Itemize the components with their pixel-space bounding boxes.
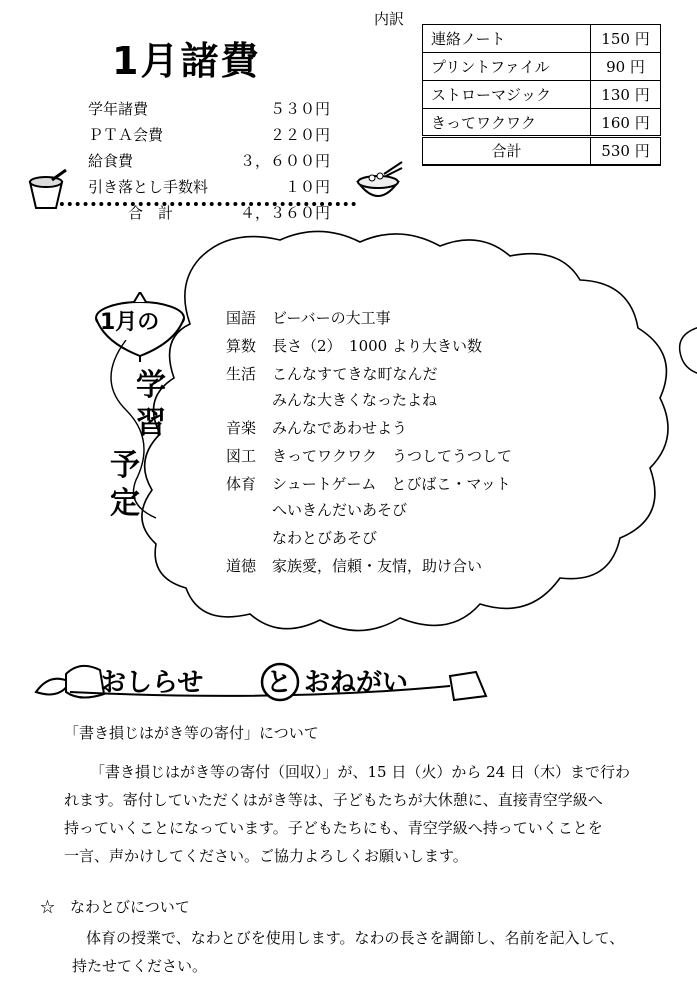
fee-total-amount: ４，３６０円 bbox=[239, 204, 330, 222]
table-row bbox=[423, 25, 661, 53]
subject-row bbox=[226, 553, 512, 579]
study-title-char: 学 bbox=[136, 368, 166, 403]
cloud-edge-arc bbox=[676, 320, 697, 380]
subject-content: ビーバーの大工事 bbox=[272, 309, 391, 327]
fee-row bbox=[88, 174, 330, 200]
subject-content: 長さ（2） 1000 より大きい数 bbox=[272, 337, 482, 355]
subject-row bbox=[226, 333, 512, 359]
notice1-line: 持っていくことになっています。子どもたちにも、青空学級へ持っていくことを bbox=[64, 819, 603, 837]
fee-label: ＰＴＡ会費 bbox=[88, 126, 164, 144]
table-row-total bbox=[423, 137, 661, 165]
subject-name: 道徳 bbox=[226, 557, 257, 575]
subject-row bbox=[226, 305, 512, 331]
notice2-body bbox=[72, 924, 672, 980]
subject-content: こんなすてきな町なんだ bbox=[272, 365, 438, 383]
fee-row bbox=[88, 96, 330, 122]
notice1-heading: 「書き損じはがき等の寄付」について bbox=[64, 724, 319, 742]
subject-row bbox=[226, 415, 512, 441]
subject-content: 家族愛，信頼・友情，助け合い bbox=[272, 557, 483, 575]
subject-name: 図工 bbox=[226, 447, 257, 465]
fee-label: 給食費 bbox=[88, 152, 134, 170]
fee-amount: １０円 bbox=[284, 178, 330, 196]
subject-name: 国語 bbox=[226, 309, 257, 327]
breakdown-item-name: 連絡ノート bbox=[423, 25, 591, 53]
fee-amount: ２２０円 bbox=[269, 126, 330, 144]
subject-name: 音楽 bbox=[226, 419, 257, 437]
lunch-bowl-icon bbox=[352, 160, 404, 208]
notice1-line: 一言、声かけしてください。ご協力よろしくお願いします。 bbox=[64, 847, 468, 865]
subject-list bbox=[226, 305, 512, 579]
subject-content: みんなであわせよう bbox=[272, 419, 408, 437]
dotted-divider bbox=[52, 202, 356, 206]
notice2-line: 持たせてください。 bbox=[72, 957, 208, 975]
page-title: 1月諸費 bbox=[112, 39, 261, 83]
banner-right-text: おねがい bbox=[304, 668, 409, 698]
breakdown-item-name: ストローマジック bbox=[423, 81, 591, 109]
study-badge-text: 1月の bbox=[100, 310, 160, 335]
notice2-line: 体育の授業で、なわとびを使用します。なわの長さを調節し、名前を記入して、 bbox=[86, 929, 625, 947]
fee-label: 学年諸費 bbox=[88, 100, 149, 118]
fee-amount: ３，６００円 bbox=[239, 152, 330, 170]
swirl-decoration bbox=[96, 340, 186, 520]
subject-name: 体育 bbox=[226, 475, 257, 493]
breakdown-label: 内訳 bbox=[374, 10, 405, 28]
breakdown-total-amount: 530 円 bbox=[591, 137, 661, 165]
breakdown-item-amount: 150 円 bbox=[591, 25, 661, 53]
subject-content: シュートゲーム とびばこ・マット bbox=[272, 475, 511, 493]
subject-content: みんな大きくなったよね bbox=[272, 391, 438, 409]
notice1-line: れます。寄付していただくはがき等は、子どもたちが大休憩に、直接青空学級へ bbox=[64, 791, 603, 809]
fee-amount: ５３０円 bbox=[269, 100, 330, 118]
subject-content: へいきんだいあそび bbox=[272, 501, 408, 519]
table-row bbox=[423, 81, 661, 109]
subject-row bbox=[226, 471, 512, 497]
study-title-char: 定 bbox=[110, 486, 140, 521]
study-title-char: 習 bbox=[136, 406, 166, 441]
breakdown-item-amount: 160 円 bbox=[591, 109, 661, 137]
subject-name: 算数 bbox=[226, 337, 257, 355]
notice2-heading: ☆ なわとびについて bbox=[40, 898, 190, 916]
fee-total-label: 合 計 bbox=[128, 204, 174, 222]
fee-row bbox=[88, 148, 330, 174]
fee-label: 引き落とし手数料 bbox=[88, 178, 209, 196]
table-row bbox=[423, 109, 661, 137]
banner-middle-text: と bbox=[266, 668, 293, 698]
subject-row bbox=[226, 361, 512, 387]
study-title-char: 予 bbox=[110, 448, 140, 483]
breakdown-total-label: 合計 bbox=[423, 137, 591, 165]
fee-row bbox=[88, 122, 330, 148]
subject-content: なわとびあそび bbox=[272, 529, 378, 547]
banner-left-text: おしらせ bbox=[100, 668, 204, 698]
lunch-cup-icon bbox=[22, 168, 72, 212]
breakdown-item-name: きってワクワク bbox=[423, 109, 591, 137]
breakdown-item-amount: 130 円 bbox=[591, 81, 661, 109]
subject-row bbox=[226, 443, 512, 469]
breakdown-table bbox=[422, 24, 661, 166]
breakdown-item-name: プリントファイル bbox=[423, 53, 591, 81]
subject-content: きってワクワク うつしてうつして bbox=[272, 447, 513, 465]
table-row bbox=[423, 53, 661, 81]
notice1-line: 「書き損じはがき等の寄付（回収）」が、15 日（火）から 24 日（木）まで行わ bbox=[90, 763, 630, 781]
breakdown-item-amount: 90 円 bbox=[591, 53, 661, 81]
subject-name: 生活 bbox=[226, 365, 257, 383]
notice1-body bbox=[64, 758, 664, 870]
